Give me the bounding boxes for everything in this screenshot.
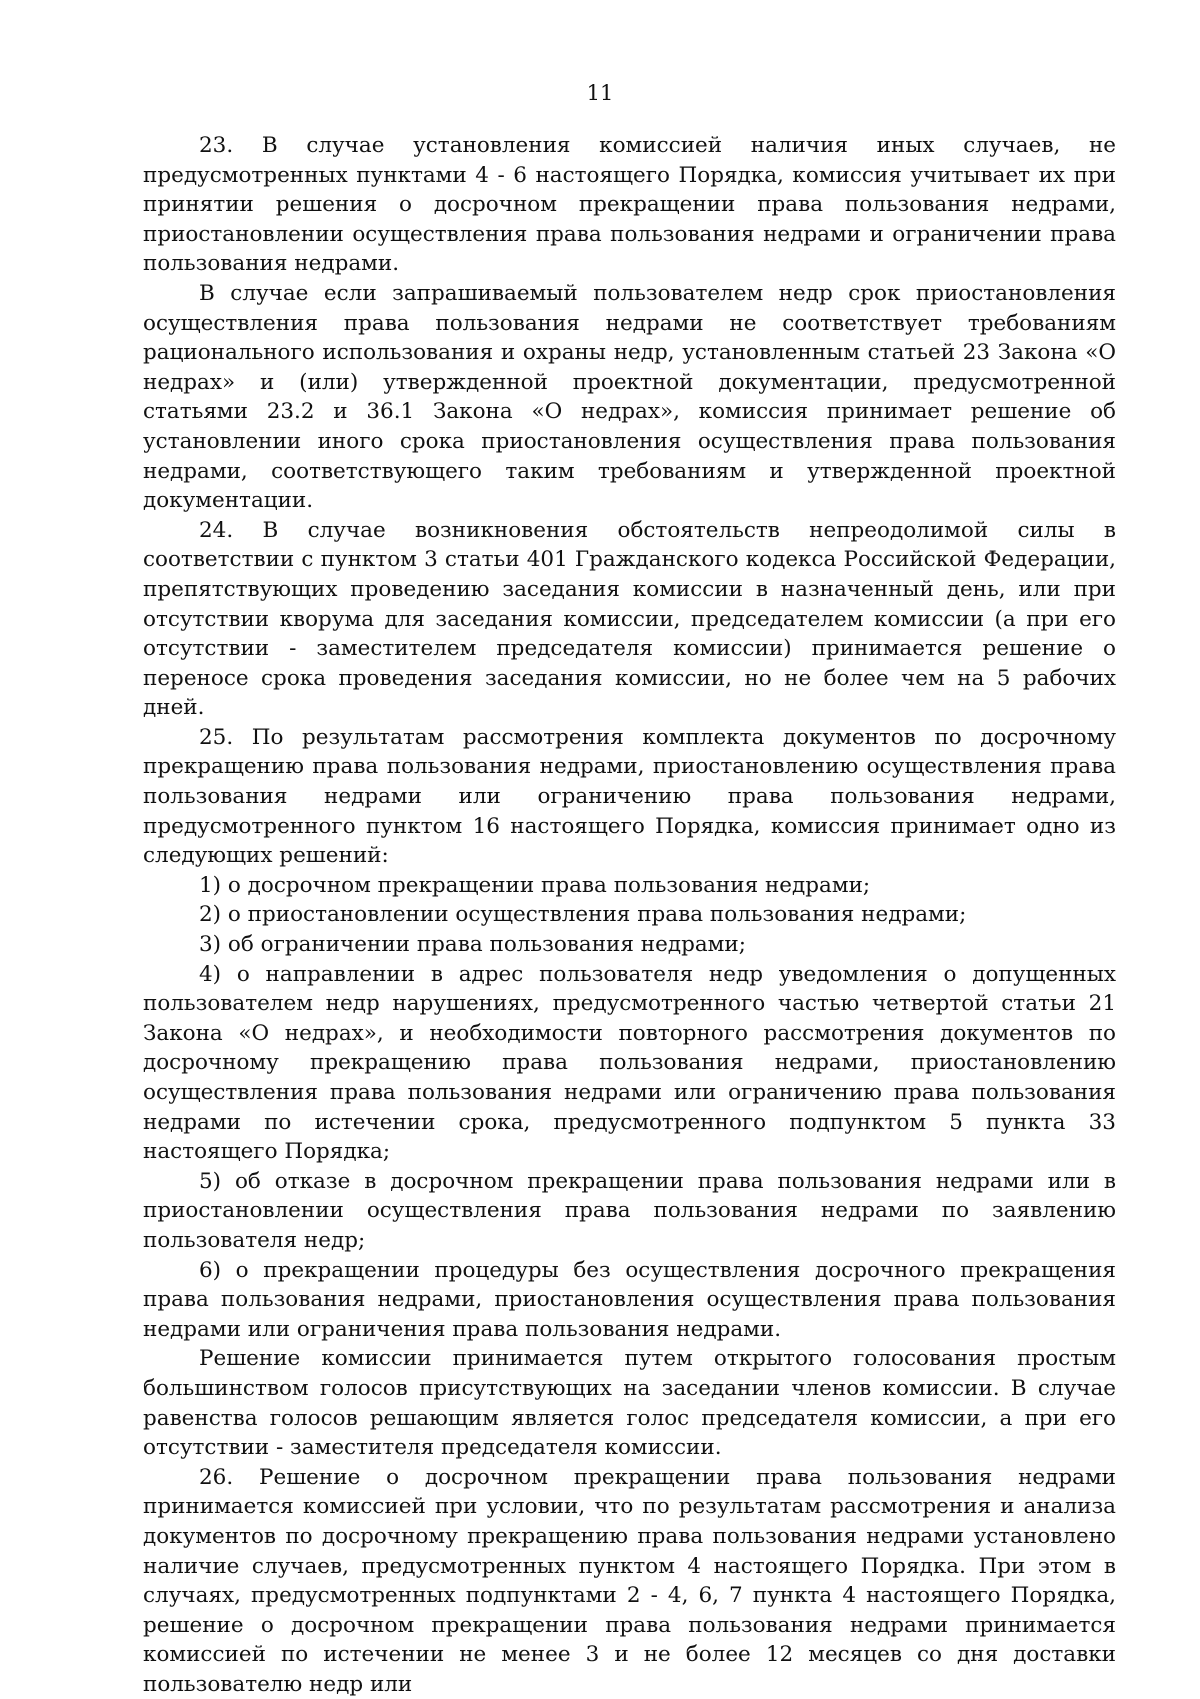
paragraph-23-suspension-term: В случае если запрашиваемый пользователем недр срок приостановления осуществления права пользования недрами не соответствует требованиям рационального использования и охраны недр, установленным статьей 23 Закона «О недрах» и (или) утвержденной проектной документации, предусмотренной статьями 23.2 и 36.1 Закона «О недрах», комиссия принимает решение об установлении иного срока приостановления осуществления права пользования недрами, соответствующего таким требованиям и утвержденной проектной документации. [143,280,1116,514]
document-body [143,131,1116,1699]
paragraph-26: 26. Решение о досрочном прекращении права пользования недрами принимается комиссией при условии, что по результатам рассмотрения и анализа документов по досрочному прекращению права пользования недрами установлено наличие случаев, предусмотренных пунктом 4 настоящего Порядка. При этом в случаях, предусмотренных подпунктами 2 - 4, 6, 7 пункта 4 настоящего Порядка, решение о досрочном прекращении права пользования недрами принимается комиссией по истечении не менее 3 и не более 12 месяцев со дня доставки пользователю недр или [143,1464,1116,1697]
list-item-5: 5) об отказе в досрочном прекращении права пользования недрами или в приостановлении осуществления права пользования недрами по заявлению пользователя недр; [143,1168,1116,1253]
paragraph-23: 23. В случае установления комиссией наличия иных случаев, не предусмотренных пунктами 4 - 6 настоящего Порядка, комиссия учитывает их при принятии решения о досрочном прекращении права пользования недрами, приостановлении осуществления права пользования недрами и ограничении права пользования недрами. [143,133,1116,277]
paragraph-24: 24. В случае возникновения обстоятельств непреодолимой силы в соответствии с пунктом 3 статьи 401 Гражданского кодекса Российской Федерации, препятствующих проведению заседания комиссии в назначенный день, или при отсутствии кворума для заседания комиссии, председателем комиссии (а при его отсутствии - заместителем председателя комиссии) принимается решение о переносе срока проведения заседания комиссии, но не более чем на 5 рабочих дней. [143,517,1116,721]
list-item-6: 6) о прекращении процедуры без осуществления досрочного прекращения права пользования недрами, приостановления осуществления права пользования недрами или ограничения права пользования недрами. [143,1257,1116,1342]
page-number: 11 [586,81,614,105]
list-item-2: 2) о приостановлении осуществления права пользования недрами; [199,902,967,928]
paragraph-voting: Решение комиссии принимается путем открытого голосования простым большинством голосов присутствующих на заседании членов комиссии. В случае равенства голосов решающим является голос председателя комиссии, а при его отсутствии - заместителя председателя комиссии. [143,1346,1116,1461]
paragraph-25: 25. По результатам рассмотрения комплекта документов по досрочному прекращению права пользования недрами, приостановлению осуществления права пользования недрами или ограничению права пользования недрами, предусмотренного пунктом 16 настоящего Порядка, комиссия принимает одно из следующих решений: [143,724,1116,869]
list-item-4: 4) о направлении в адрес пользователя недр уведомления о допущенных пользователем недр нарушениях, предусмотренного частью четвертой статьи 21 Закона «О недрах», и необходимости повторного рассмотрения документов по досрочному прекращению права пользования недрами, приостановлению осуществления права пользования недрами или ограничению права пользования недрами по истечении срока, предусмотренного подпунктом 5 пункта 33 настоящего Порядка; [143,961,1116,1165]
list-item-3: 3) об ограничении права пользования недрами; [199,932,746,958]
list-item-1: 1) о досрочном прекращении права пользования недрами; [199,872,871,898]
